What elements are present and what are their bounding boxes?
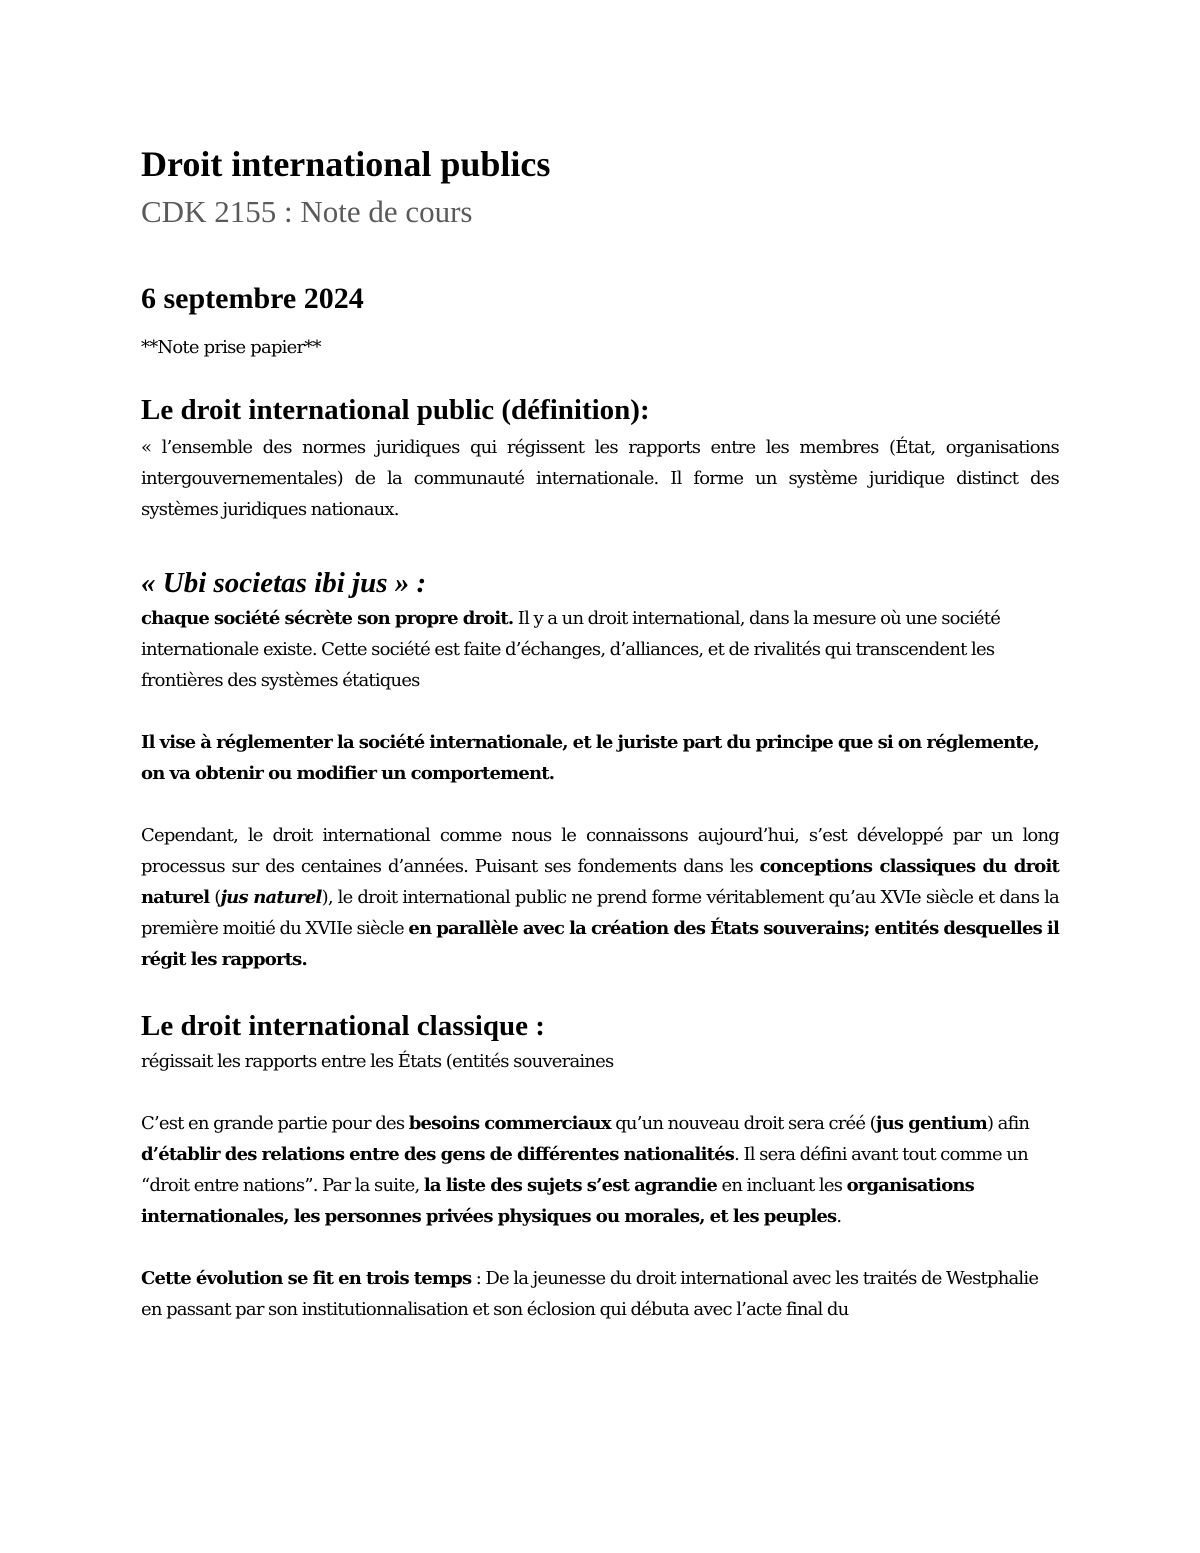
bold-italic-phrase: jus naturel	[220, 887, 322, 908]
section-heading-ubi-societas: « Ubi societas ibi jus » :	[141, 567, 427, 599]
bold-phrase: organisations internationales, les personnes privées physiques ou morales, et les peuples	[141, 1175, 975, 1227]
document-title: Droit international publics	[141, 144, 551, 184]
text-run: .	[836, 1206, 842, 1227]
note-text: **Note prise papier**	[141, 337, 321, 358]
text-run: : De la jeunesse du droit international avec les traités de Westphalie en passant par son institutionnalisation et son éclosion qui débuta avec l’acte final du	[141, 1268, 1039, 1320]
classical-law-paragraph: régissait les rapports entre les États (entités souveraines	[141, 1051, 614, 1072]
text-run: ), le droit international public ne prend forme véritablement qu’au XVIe siècle et dans la première moitié du XVIIe siècle	[141, 887, 1059, 939]
text-run: qu’un nouveau droit sera créé (	[610, 1113, 876, 1134]
text-run: ) afin	[987, 1113, 1030, 1134]
text-run: Il y a un droit international, dans la mesure où une société internationale existe. Cette société est faite d’échanges, d’alliances, et de rivalités qui transcendent les frontières des systèmes étatiques	[141, 608, 1001, 691]
date-heading: 6 septembre 2024	[141, 282, 364, 315]
bold-phrase: jus gentium	[875, 1113, 988, 1134]
text-run: (	[209, 887, 221, 908]
history-paragraph	[141, 820, 1059, 975]
ubi-societas-paragraph	[141, 603, 1059, 696]
bold-phrase: chaque société sécrète son propre droit.	[141, 608, 514, 629]
bold-phrase: Cette évolution se fit en trois temps	[141, 1268, 472, 1289]
bold-phrase: la liste des sujets s’est agrandie	[423, 1175, 718, 1196]
text-run: . Il sera défini avant tout comme un “droit entre nations”. Par la suite,	[141, 1144, 1028, 1196]
bold-phrase: d’établir des relations entre des gens de différentes nationalités	[141, 1144, 735, 1165]
document-page	[141, 138, 1059, 1356]
text-run: Cependant, le droit international comme nous le connaissons aujourd’hui, s’est développé par un long processus sur des centaines d’années. Puisant ses fondements dans les	[141, 825, 1059, 877]
regulation-paragraph	[141, 727, 1059, 789]
document-subtitle: CDK 2155 : Note de cours	[141, 194, 473, 229]
evolution-paragraph	[141, 1263, 1059, 1325]
bold-phrase: en parallèle avec la création des États souverains; entités desquelles il régit les rapports.	[141, 918, 1059, 970]
definition-paragraph: « l’ensemble des normes juridiques qui régissent les rapports entre les membres (État, organisations intergouvernementales) de la communauté internationale. Il forme un système juridique distinct des systèmes juridiques nationaux.	[141, 437, 1059, 520]
commercial-needs-paragraph	[141, 1108, 1059, 1232]
bold-phrase: conceptions classiques du droit naturel	[141, 856, 1060, 908]
text-run: C’est en grande partie pour des	[141, 1113, 409, 1134]
bold-phrase: besoins commerciaux	[408, 1113, 611, 1134]
section-heading-definition: Le droit international public (définition):	[141, 394, 650, 426]
section-heading-classical-law: Le droit international classique :	[141, 1010, 545, 1042]
text-run: en incluant les	[717, 1175, 847, 1196]
bold-phrase: Il vise à réglementer la société internationale, et le juriste part du principe que si on réglemente, on va obtenir ou modifier un comportement.	[141, 732, 1040, 784]
